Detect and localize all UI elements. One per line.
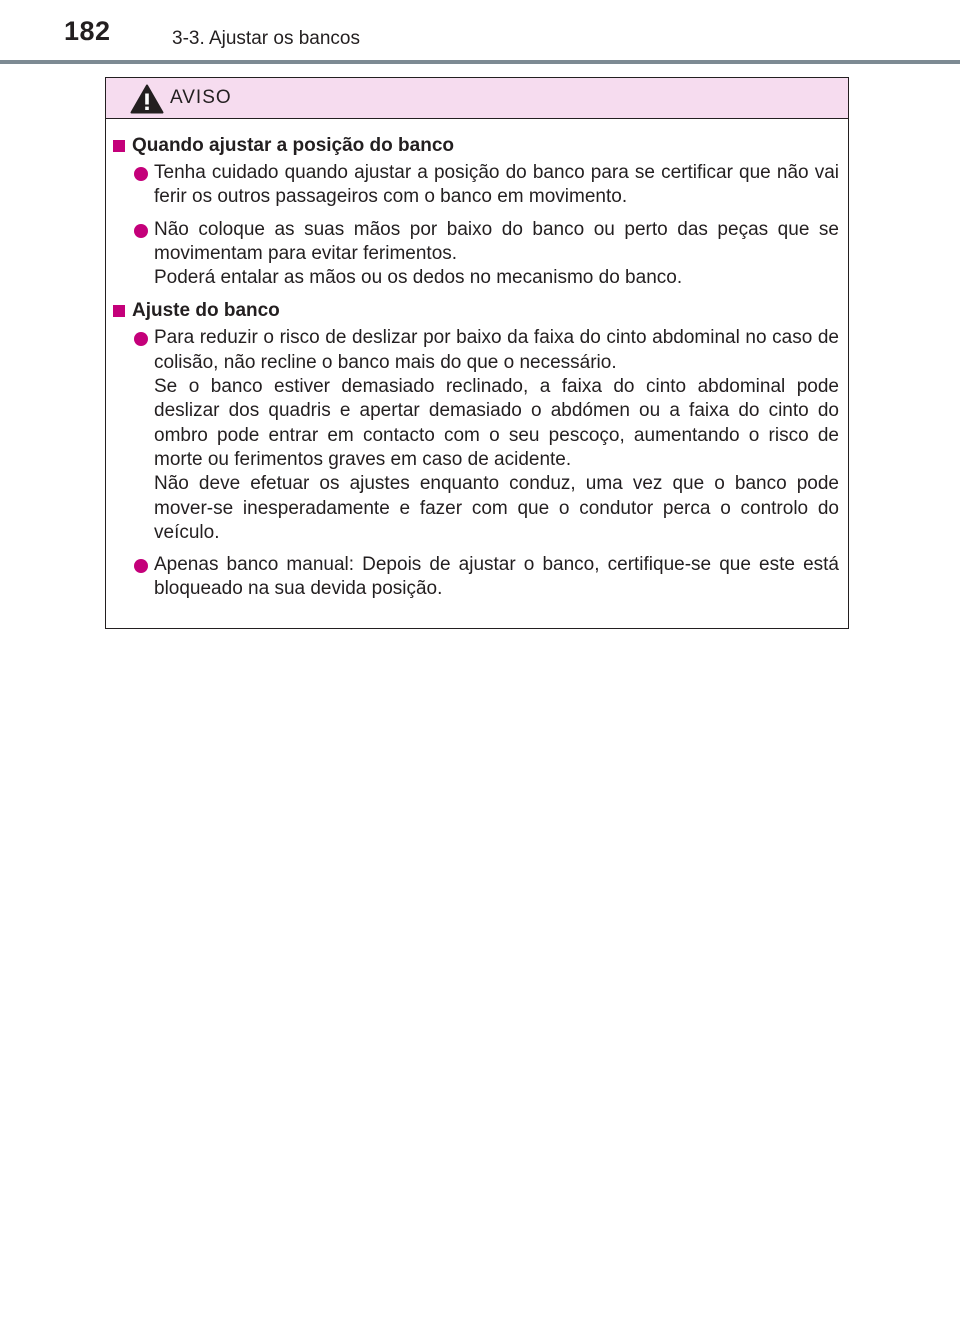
list-item — [113, 326, 839, 545]
section-heading-text: Ajuste do banco — [132, 300, 280, 322]
paragraph: Apenas banco manual: Depois de ajustar o banco, certifique-se que este está bloqueado na sua devida posição. — [154, 554, 839, 600]
paragraph: Tenha cuidado quando ajustar a posição do banco para se certificar que não vai ferir os outros passageiros com o banco em movimento. — [154, 162, 839, 208]
section-heading — [113, 298, 839, 324]
header-divider — [0, 60, 960, 64]
page-number: 182 — [64, 16, 111, 46]
paragraph: Poderá entalar as mãos ou os dedos no mecanismo do banco. — [154, 267, 683, 289]
warning-content — [106, 119, 848, 610]
warning-box — [105, 77, 849, 629]
list-item-body — [154, 326, 839, 545]
square-bullet-icon — [113, 305, 125, 317]
paragraph: Não coloque as suas mãos por baixo do banco ou perto das peças que se movimentam para evitar ferimentos. — [154, 218, 839, 264]
circle-bullet-icon — [134, 559, 148, 573]
list-item — [113, 553, 839, 602]
warning-label: AVISO — [170, 87, 232, 108]
section-title: 3-3. Ajustar os bancos — [172, 28, 360, 49]
paragraph: Para reduzir o risco de deslizar por baixo da faixa do cinto abdominal no caso de colisão, não recline o banco mais do que o necessário. — [154, 327, 839, 373]
warning-triangle-icon — [130, 84, 164, 114]
paragraph: Não deve efetuar os ajustes enquanto conduz, uma vez que o banco pode mover-se inesperadamente e fazer com que o condutor perca o controlo do veículo. — [154, 473, 839, 543]
list-item — [113, 161, 839, 210]
section-heading-text: Quando ajustar a posição do banco — [132, 135, 454, 156]
list-item-body — [154, 218, 839, 291]
warning-header — [106, 78, 848, 119]
list-item — [113, 218, 839, 291]
warning-section — [113, 133, 839, 290]
square-bullet-icon — [113, 140, 125, 152]
circle-bullet-icon — [134, 332, 148, 346]
paragraph: Se o banco estiver demasiado reclinado, a faixa do cinto abdominal pode deslizar dos quadris e apertar demasiado o abdómen ou a faixa do cinto do ombro pode entrar em contacto com o seu pescoço, aumentando o risco de morte ou ferimentos graves em caso de acidente. — [154, 376, 839, 470]
section-heading — [113, 133, 839, 159]
warning-section — [113, 298, 839, 601]
circle-bullet-icon — [134, 224, 148, 238]
circle-bullet-icon — [134, 167, 148, 181]
list-item-body — [154, 161, 839, 210]
list-item-body — [154, 553, 839, 602]
